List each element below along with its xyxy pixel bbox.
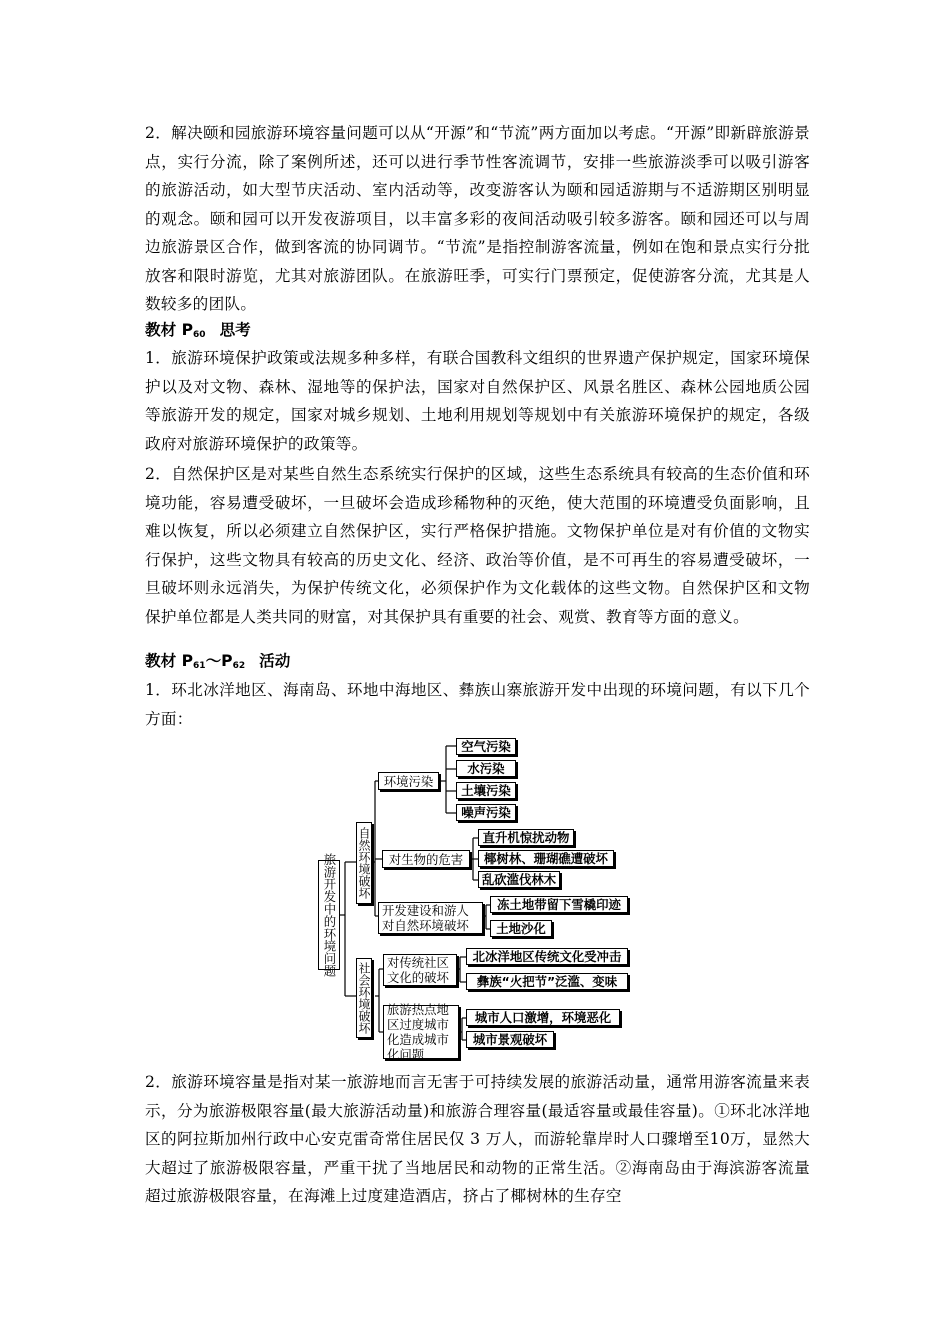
- desertification-box: 土地沙化: [490, 920, 552, 937]
- logging-box: 乱砍滥伐林木: [478, 871, 560, 888]
- paragraph-activity-2: 2．旅游环境容量是指对某一旅游地而言无害于可持续发展的旅游活动量，通常用游客流量来表示，分为旅游极限容量(最大旅游活动量)和旅游合理容量(最适容量或最佳容量)。①环北冰洋地区的阿拉斯加州行政中心安克雷奇常住居民仅 3 万人，而游轮靠岸时人口骤增至10万，显然大大超过了旅游极限容量，严重干扰了当地居民和动物的正常生活。②海南岛由于海滨游客流量超过旅游极限容量，在海滩上过度建造酒店，挤占了椰树林的生存空: [145, 1073, 810, 1205]
- urbanization-box: 旅游热点地区过度城市化造成城市化问题: [383, 1005, 459, 1059]
- culture-damage-box: 对传统社区文化的破坏: [383, 954, 457, 986]
- heading-prefix: 教材 P: [145, 321, 194, 339]
- water-pollution-box: 水污染: [456, 760, 516, 777]
- paragraph-think-2: 2．自然保护区是对某些自然生态系统实行保护的区域，这些生态系统具有较高的生态价值和环境功能，容易遭受破坏，一旦破坏会造成珍稀物种的灭绝，使大范围的环境遭受负面影响，且难以恢复，所以必须建立自然保护区，实行严格保护措施。文物保护单位是对有价值的文物实行保护，这些文物具有较高的历史文化、经济、政治等价值，是不可再生的容易遭受破坏，一旦破坏则永远消失，为保护传统文化，必须保护作为文化载体的这些文物。自然保护区和文物保护单位都是人类共同的财富，对其保护具有重要的社会、观赏、教育等方面的意义。: [145, 465, 810, 626]
- heading-sep: ～P: [205, 652, 233, 670]
- soil-pollution-box: 土壤污染: [456, 782, 516, 799]
- coconut-coral-box: 椰树林、珊瑚礁遭破坏: [478, 850, 614, 867]
- development-box: 开发建设和游人对自然环境破坏: [378, 902, 483, 934]
- paragraph-activity-1: 1．环北冰洋地区、海南岛、环地中海地区、彝族山寨旅游开发中出现的环境问题，有以下几个方面：: [145, 681, 810, 728]
- arctic-culture-box: 北冰洋地区传统文化受冲击: [466, 948, 628, 965]
- bio-harm-box: 对生物的危害: [382, 850, 470, 868]
- heading-label: 活动: [259, 652, 291, 670]
- torch-festival-box: 彝族“火把节”泛滥、变味: [466, 973, 628, 990]
- root-box: 旅游开发中的环境问题: [318, 860, 340, 970]
- heading-page-number: 60: [193, 330, 206, 340]
- noise-pollution-box: 噪声污染: [456, 804, 516, 821]
- paragraph-kaiyuan-jieliu: 2．解决颐和园旅游环境容量问题可以从“开源”和“节流”两方面加以考虑。“开源”即新辟旅游景点，实行分流，除了案例所述，还可以进行季节性客流调节，安排一些旅游淡季可以吸引游客的旅游活动，如大型节庆活动、室内活动等，改变游客认为颐和园适游期与不适游期区别明显的观念。颐和园可以开发夜游项目，以丰富多彩的夜间活动吸引较多游客。颐和园还可以与周边旅游景区合作，做到客流的协同调节。“节流”是指控制游客流量，例如在饱和景点实行分批放客和限时游览，尤其对旅游团队。在旅游旺季，可实行门票预定，促使游客分流，尤其是人数较多的团队。: [145, 124, 810, 313]
- paragraph-think-1: 1．旅游环境保护政策或法规多种多样，有联合国教科文组织的世界遗产保护规定，国家环境保护以及对文物、森林、湿地等的保护法，国家对自然保护区、风景名胜区、森林公园地质公园等旅游开发的规定，国家对城乡规划、土地利用规划等规划中有关旅游环境保护的规定，各级政府对旅游环境保护的政策等。: [145, 349, 810, 453]
- heading-page-b: 62: [232, 661, 246, 671]
- frozen-ground-box: 冻土地带留下雪橇印迹: [490, 896, 628, 913]
- landscape-damage-box: 城市景观破坏: [466, 1031, 554, 1048]
- heading-page-a: 61: [193, 661, 206, 671]
- population-surge-box: 城市人口激增，环境恶化: [466, 1009, 620, 1026]
- helicopter-box: 直升机惊扰动物: [478, 829, 574, 846]
- pollution-box: 环境污染: [378, 772, 439, 790]
- heading-prefix: 教材 P: [145, 652, 194, 670]
- social-destruction-box: 社会环境破坏: [356, 958, 372, 1038]
- heading-label: 思考: [219, 321, 251, 339]
- natural-destruction-box: 自然环境破坏: [356, 822, 372, 904]
- air-pollution-box: 空气污染: [456, 738, 516, 755]
